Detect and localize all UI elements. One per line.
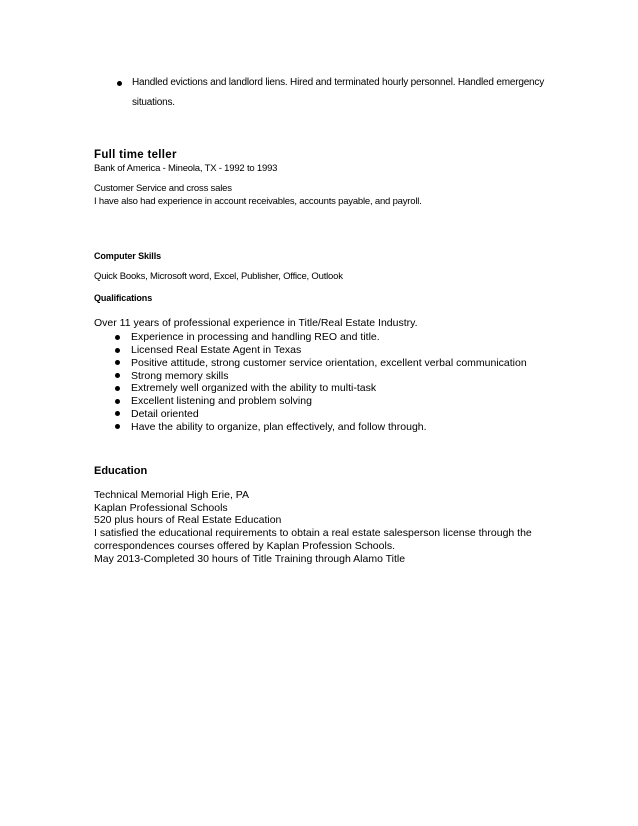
education-block [94,489,532,565]
bullet-icon [115,373,120,378]
list-item: Strong memory skills [115,369,527,382]
education-line: I satisfied the educational requirements to obtain a real estate salesperson license through the [94,527,532,540]
education-line: May 2013-Completed 30 hours of Title Training through Alamo Title [94,552,406,565]
qualifications-heading: Qualifications [94,293,153,303]
bullet-icon [115,424,120,429]
experience-bullet [117,73,557,113]
job-title: Full time teller [94,149,177,161]
list-item: Have the ability to organize, plan effectively, and follow through. [115,420,527,433]
list-item: Licensed Real Estate Agent in Texas [115,344,527,357]
bullet-icon [117,81,122,86]
bullet-icon [115,386,120,391]
job-duty: I have also had experience in account receivables, accounts payable, and payroll. [94,196,422,207]
education-line: Technical Memorial High Erie, PA [94,489,250,501]
education-line: correspondences courses offered by Kaplan Profession Schools. [94,539,395,552]
bullet-icon [115,360,120,365]
qualifications-intro: Over 11 years of professional experience in Title/Real Estate Industry. [94,317,418,329]
bullet-icon [115,411,120,416]
job-employer-line: Bank of America - Mineola, TX - 1992 to 1993 [94,163,278,174]
bullet-icon [115,399,120,404]
list-item: Experience in processing and handling REO and title. [115,331,527,344]
job-duty: Customer Service and cross sales [94,183,232,194]
education-line: Kaplan Professional Schools [94,501,228,514]
list-item: Extremely well organized with the ability to multi-task [115,382,527,395]
qualifications-list [115,331,527,433]
bullet-icon [115,348,120,353]
computer-skills-heading: Computer Skills [94,251,162,261]
computer-skills-text: Quick Books, Microsoft word, Excel, Publisher, Office, Outlook [94,271,343,282]
education-heading: Education [94,465,148,477]
list-item: Excellent listening and problem solving [115,395,527,408]
list-item: Positive attitude, strong customer service orientation, excellent verbal communication [115,357,527,370]
list-item: Detail oriented [115,408,527,421]
experience-bullet-text: Handled evictions and landlord liens. Hired and terminated hourly personnel. Handled emergency situations. [132,77,545,108]
bullet-icon [115,335,120,340]
education-line: 520 plus hours of Real Estate Education [94,514,282,527]
